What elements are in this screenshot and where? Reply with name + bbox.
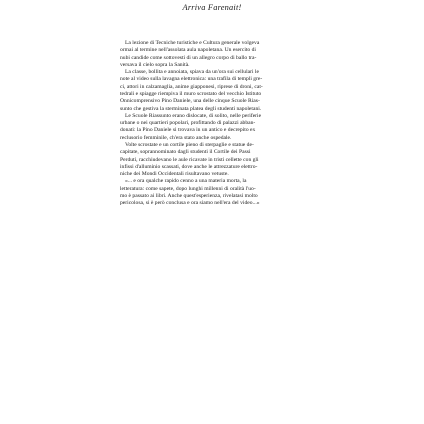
text-line: pericolosa, si è però conclusa e ora siamo nell'era del video...»	[120, 200, 260, 207]
text-line: La lezione di Tecniche turistiche e Cultura generale volgeva	[125, 40, 260, 46]
text-line: tedrali e spiagge riempiva il muro scrostato del vecchio Istituto	[120, 90, 262, 97]
text-line: infissi d'alluminio scassati, dove anche le attrezzature elettro-	[120, 163, 258, 170]
text-line: versava il cielo sopra la Sanità.	[120, 61, 190, 68]
text-line: nubi candide come sottovesti di un allegro corpo di ballo tra-	[120, 54, 257, 61]
text-line: Perduti, racchiudevano le aule ricavate in tristi cellette con gli	[120, 156, 259, 163]
text-line: sunto che gestiva la sterminata platea degli studenti napoletani.	[120, 105, 262, 112]
text-line: La classe, bollita e annoiata, spiava da un'ora sui cellulari le	[125, 69, 259, 76]
text-line: ormai al termine nell'assolata aula napoletana. Un esercito di	[120, 47, 256, 54]
text-line: capitate, soprannominato dagli studenti il Cortile dei Passi	[120, 149, 251, 156]
text-line: mo è passato ai libri. Anche quest'esperienza, rivelatasi molto	[120, 192, 258, 199]
text-line: Volte scrostate e un cortile pieno di sterpaglie e statue de-	[125, 141, 254, 148]
text-line: reclusorio femminile, ch'era stato anche ospedale.	[120, 134, 232, 141]
paragraph	[120, 69, 302, 113]
paragraph	[120, 113, 302, 142]
body-text	[120, 40, 302, 207]
text-line: donati: la Pino Daniele si trovava in un antico e decrepito ex	[120, 127, 256, 134]
text-line: niche dei Mondi Occidentali risultavano vetuste.	[120, 171, 229, 178]
running-header: Arriva Farenait!	[182, 3, 242, 12]
text-line: ci, attori in calzamaglia, anime giapponesi, riprese di droni, cat-	[120, 83, 263, 90]
text-line: note al video sulla lavagna elettronica: una trafila di templi gre-	[120, 76, 263, 83]
text-line: Onnicomprensivo Pino Daniele, una delle cinque Scuole Rias-	[120, 98, 260, 105]
text-line: Le Scuole Riassunto erano dislocate, di solito, nelle periferie	[125, 112, 262, 119]
text-line: «... e ora qualche rapido cenno a una materia morta, la	[125, 178, 247, 185]
paragraph	[120, 142, 302, 178]
text-line: letteratura: come sapete, dopo lunghi millenni di oralità l'uo-	[120, 185, 256, 192]
text-line: urbane o nei quartieri popolari, profittando di palazzi abban-	[120, 120, 256, 127]
paragraph	[120, 40, 302, 69]
paragraph	[120, 178, 302, 207]
